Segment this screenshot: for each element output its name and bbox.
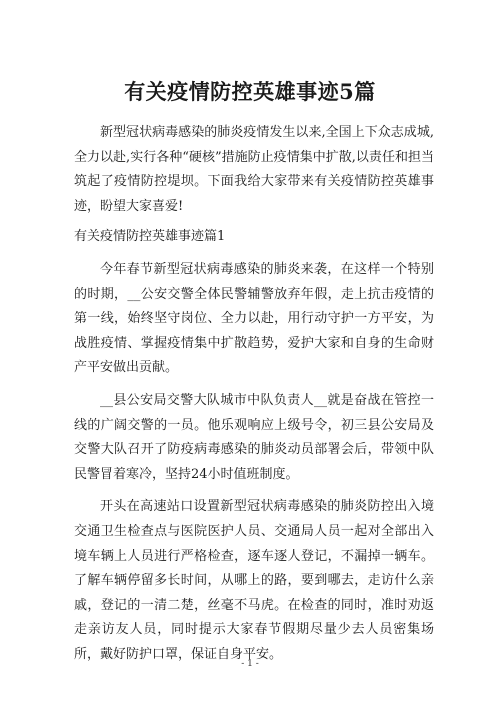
body-paragraph-3: 开头在高速站口设置新型冠状病毒感染的肺炎防控出入境交通卫生检查点与医院医护人员、交通局人员一起对全部出入境车辆上人员进行严格检查，逐车逐人登记，不漏掉一辆车。了解车辆停留多长时间，从哪上的路，要到哪去，走访什么亲戚，登记的一清二楚，丝毫不马虎。在检查的同时，准时劝返走亲访友人员，同时提示大家春节假期尽量少去人员密集场所，戴好防护口罩，保证自身平安。: [74, 499, 434, 662]
intro-paragraph: 新型冠状病毒感染的肺炎疫情发生以来,全国上下众志成城,全力以赴,实行各种“硬核”措施防止疫情集中扩散,以责任和担当筑起了疫情防控堤坝。下面我给大家带来有关疫情防控英雄事迹，盼望大家喜爱!: [74, 125, 434, 214]
document-body: [74, 121, 434, 667]
document-title: 有关疫情防控英雄事迹5篇: [124, 79, 376, 104]
body-paragraph-1: 今年春节新型冠状病毒感染的肺炎来袭，在这样一个特别的时期，__公安交警全体民警辅警放弃年假，走上抗击疫情的第一线，始终坚守岗位、全力以赴，用行动守护一方平安，为战胜疫情、掌握疫情集中扩散趋势，爱护大家和自身的生命财产平安做出贡献。: [74, 261, 434, 376]
page-number: - 1 -: [241, 659, 259, 669]
body-paragraph-2: __县公安局交警大队城市中队负责人__就是奋战在管控一线的广阔交警的一员。他乐观响应上级号令，初三县公安局及交警大队召开了防疫病毒感染的肺炎动员部署会后，带领中队民警冒着寒冷，坚持24小时值班制度。: [74, 392, 434, 482]
section-heading: 有关疫情防控英雄事迹篇1: [74, 229, 226, 245]
